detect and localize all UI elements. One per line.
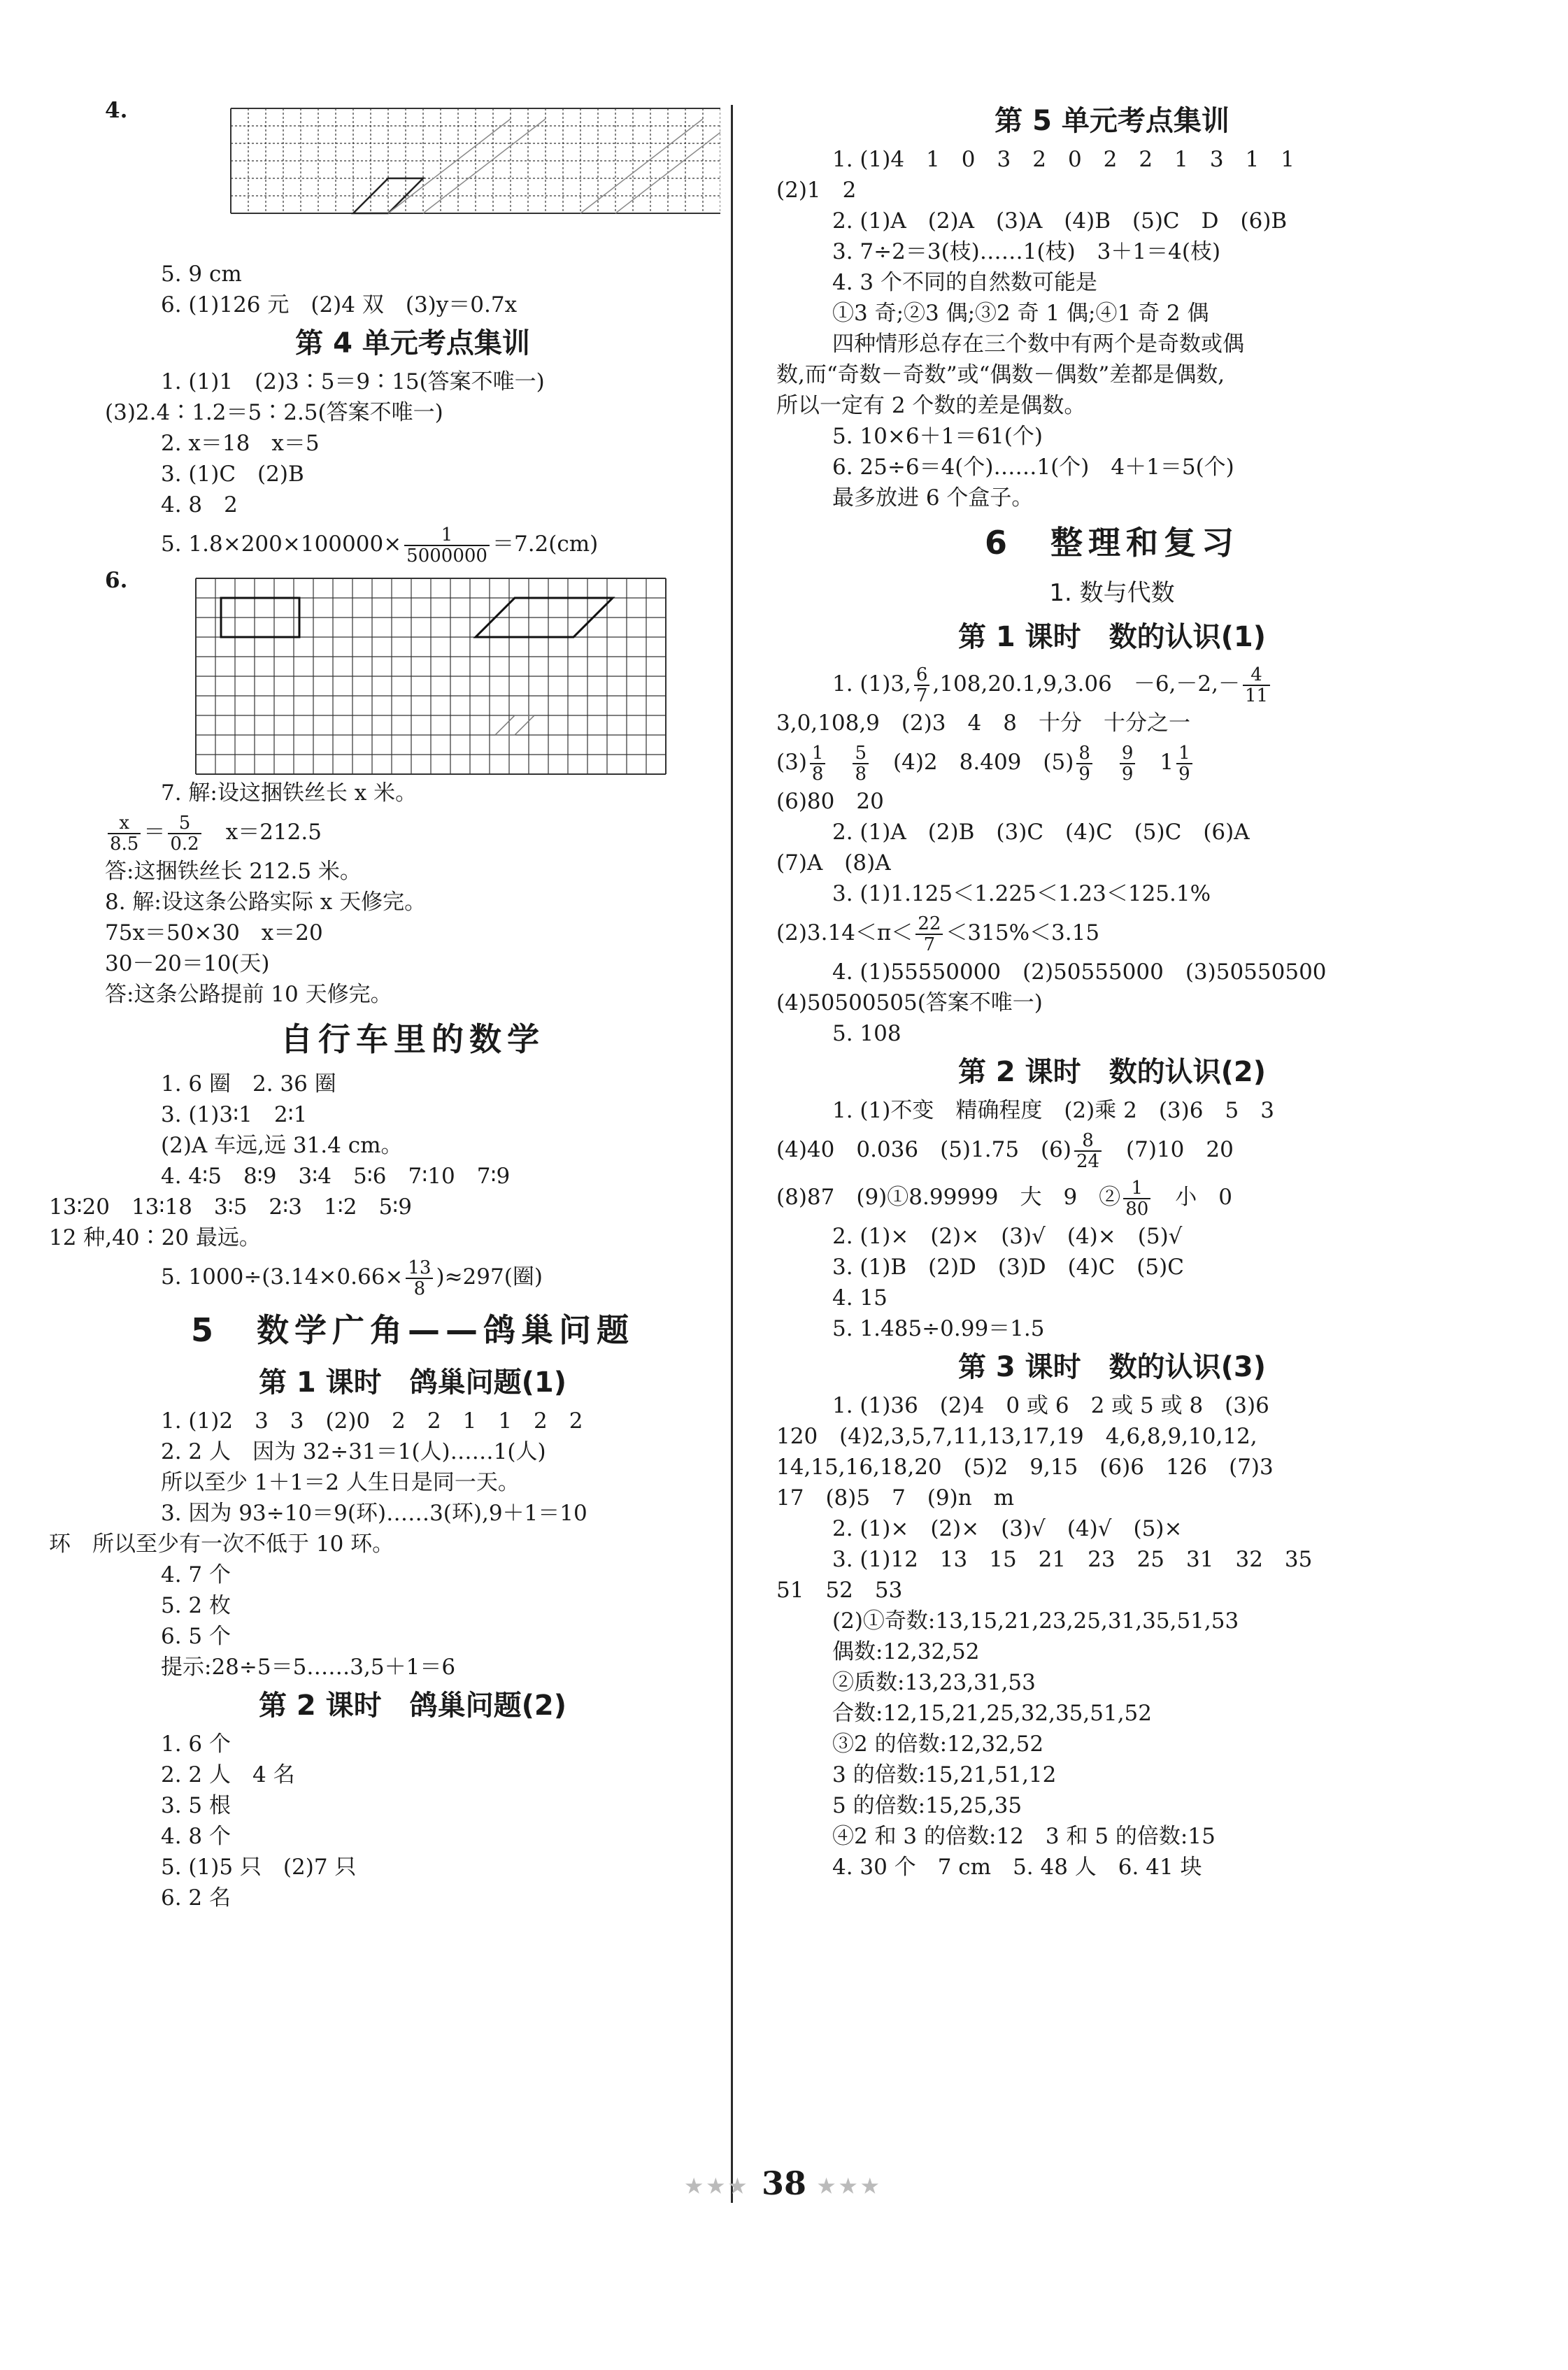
denominator: 9 [1178,763,1190,785]
text: (3) [776,750,807,775]
denominator: 7 [915,685,928,706]
grid-diagram [105,568,720,778]
answer-line: 5 的倍数:15,25,35 [832,1793,1022,1818]
small-parallelogram-line [495,715,515,735]
denominator: 7 [923,934,936,955]
answer-line: 3 的倍数:15,21,51,12 [832,1762,1057,1787]
guide-line [615,119,720,213]
chapter-title-6: 6 整理和复习 [984,524,1239,562]
denominator: 8.5 [110,833,139,855]
fraction [168,813,201,854]
section-title-bike-math: 自行车里的数学 [280,1020,545,1058]
answer-line: 1. (1)不变 精确程度 (2)乘 2 (3)6 5 3 [832,1098,1274,1123]
answer-line: 数,而“奇数－奇数”或“偶数－偶数”差都是偶数, [776,362,1225,387]
answer-line-fraction [776,660,1448,708]
left-column [49,98,720,1913]
answer-line-fraction [105,1253,720,1301]
answer-line: 2. (1)× (2)× (3)√ (4)√ (5)× [832,1516,1183,1541]
numerator: 4 [1243,665,1270,686]
answer-line: 3. (1)C (2)B [161,462,304,487]
answer-line: 1. 6 个 [161,1732,231,1757]
text: (4)2 8.409 (5) [893,750,1074,775]
fraction [1243,665,1270,706]
page-number: 38 [761,2164,806,2202]
answer-line: ③2 的倍数:12,32,52 [832,1732,1044,1757]
grid-label: 4. [105,98,128,123]
answer-line: ①3 奇;②3 偶;③2 奇 1 偶;④1 奇 2 偶 [832,301,1209,326]
text: 小 0 [1175,1185,1233,1210]
answer-line: 6. 5 个 [161,1624,231,1649]
answer-line: 2. 2 人 4 名 [161,1762,295,1787]
numerator: 9 [1120,743,1136,764]
answer-line: ②质数:13,23,31,53 [832,1670,1036,1695]
answer-line: 3. (1)12 13 15 21 23 25 31 32 35 [832,1547,1313,1572]
guide-line [388,119,511,213]
answer-line: 5. 9 cm [161,262,242,287]
answer-line: 4. 15 [832,1285,888,1311]
answer-line: 4. (1)55550000 (2)50555000 (3)50550500 [832,959,1327,985]
text: ,108,20.1,9,3.06 －6,－2,－ [932,671,1240,697]
answer-line: 3. (1)B (2)D (3)D (4)C (5)C [832,1255,1184,1280]
fraction [810,743,826,784]
answer-line: 4. 30 个 7 cm 5. 48 人 6. 41 块 [832,1855,1202,1880]
answer-line-fraction [105,520,720,568]
text: 5. 1.8×200×100000× [161,531,402,557]
text: 1. (1)3, [832,671,911,697]
text: (2)3.14＜π＜ [776,920,913,945]
answer-line-fraction [105,808,720,856]
fraction [1076,743,1092,784]
answer-line: 4. 3 个不同的自然数可能是 [832,270,1098,295]
answer-line: 所以至少 1＋1＝2 人生日是同一天。 [161,1470,520,1495]
answer-line: (3)2.4∶1.2＝5∶2.5(答案不唯一) [105,400,443,425]
answer-line: 5. 10×6＋1＝61(个) [832,424,1043,449]
numerator: 5 [168,813,201,834]
text: ＝7.2(cm) [492,531,599,557]
answer-line: 12 种,40∶20 最远。 [49,1225,261,1250]
grid-diagram [105,98,720,259]
subsection-title: 1. 数与代数 [1049,579,1175,607]
lesson-title: 第 2 课时 数的认识(2) [957,1056,1267,1088]
numerator: 22 [915,914,943,935]
answer-line: 6. 25÷6＝4(个)……1(个) 4＋1＝5(个) [832,455,1234,480]
fraction [404,525,490,566]
text: ＜315%＜3.15 [946,920,1100,945]
guide-line [423,119,546,213]
answer-line: 75x＝50×30 x＝20 [105,920,323,945]
column-divider [731,105,733,2203]
answer-line: 提示:28÷5＝5……3,5＋1＝6 [161,1655,456,1680]
answer-line: 5. 108 [832,1021,901,1046]
answer-line: 1. (1)1 (2)3∶5＝9∶15(答案不唯一) [161,369,545,394]
answer-line: 所以一定有 2 个数的差是偶数。 [776,393,1086,418]
answer-line: 3,0,108,9 (2)3 4 8 十分 十分之一 [776,711,1190,736]
numerator: 13 [406,1258,433,1279]
answer-line: 合数:12,15,21,25,32,35,51,52 [832,1701,1152,1726]
numerator: 8 [1074,1131,1102,1152]
answer-line: 答:这条公路提前 10 天修完。 [105,982,392,1007]
answer-line: (7)A (8)A [776,850,891,876]
answer-line: 3. 因为 93÷10＝9(环)……3(环),9＋1＝10 [161,1501,587,1526]
answer-line: 2. (1)A (2)B (3)C (4)C (5)C (6)A [832,820,1250,845]
answer-line-fraction [776,1173,1448,1221]
answer-line: 2. (1)A (2)A (3)A (4)B (5)C D (6)B [832,208,1288,234]
answer-line: 51 52 53 [776,1578,903,1603]
fraction [915,914,943,955]
denominator: 11 [1244,685,1269,706]
answer-line: 最多放进 6 个盒子。 [832,485,1034,511]
text: ＝ [143,820,166,845]
text: (4)40 0.036 (5)1.75 (6) [776,1137,1071,1162]
star-decoration-icon: ★★★ [685,2174,750,2198]
lesson-title: 第 3 课时 数的认识(3) [957,1351,1267,1383]
answer-line: 8. 解:设这条公路实际 x 天修完。 [105,890,427,915]
answer-line: 5. (1)5 只 (2)7 只 [161,1855,357,1880]
lesson-title: 第 2 课时 鸽巢问题(2) [258,1690,567,1722]
answer-4-grid-figure [105,98,720,259]
answer-line: 偶数:12,32,52 [832,1639,980,1664]
right-column [776,98,1448,1883]
fraction [1074,1131,1102,1171]
numerator: 8 [1076,743,1092,764]
answer-line: (6)80 20 [776,789,884,814]
fraction [1176,743,1192,784]
text: 5. 1000÷(3.14×0.66× [161,1264,404,1290]
answer-line: 6. (1)126 元 (2)4 双 (3)y＝0.7x [161,292,518,317]
denominator: 8 [811,763,824,785]
fraction [914,665,930,706]
answer-line: (2)1 2 [776,178,857,203]
text: 1 [1160,750,1174,775]
fraction [1120,743,1136,784]
numerator: 1 [1176,743,1192,764]
denominator: 8 [413,1278,426,1299]
answer-line: 4. 7 个 [161,1562,231,1587]
fraction [108,813,141,854]
numerator: 1 [1123,1178,1150,1199]
answer-line: 13∶20 13∶18 3∶5 2∶3 1∶2 5∶9 [49,1194,412,1220]
answer-line: 3. 5 根 [161,1793,231,1818]
answer-line: 5. 1.485÷0.99＝1.5 [832,1316,1045,1341]
answer-line: (4)50500505(答案不唯一) [776,990,1043,1015]
answer-6-grid-figure [105,568,720,778]
answer-line: 2. x＝18 x＝5 [161,431,320,456]
answer-line: 6. 2 名 [161,1885,231,1911]
denominator: 9 [1121,763,1134,785]
denominator: 80 [1125,1198,1149,1220]
numerator: 1 [404,525,490,546]
answer-line: (2)①奇数:13,15,21,23,25,31,35,51,53 [832,1608,1239,1634]
answer-line: 3. 7÷2＝3(枝)……1(枝) 3＋1＝4(枝) [832,239,1221,264]
answer-line: 4. 8 个 [161,1824,231,1849]
answer-line: 17 (8)5 7 (9)n m [776,1485,1015,1511]
denominator: 8 [855,763,867,785]
numerator: 1 [810,743,826,764]
answer-line: 环 所以至少有一次不低于 10 环。 [49,1532,394,1557]
answer-line: 5. 2 枚 [161,1593,231,1618]
chapter-title-5: 5 数学广角——鸽巢问题 [190,1311,634,1349]
text: (7)10 20 [1126,1137,1234,1162]
answer-line: 1. (1)2 3 3 (2)0 2 2 1 1 2 2 [161,1408,583,1434]
answer-line: 120 (4)2,3,5,7,11,13,17,19 4,6,8,9,10,12, [776,1424,1257,1449]
answer-line: 2. (1)× (2)× (3)√ (4)× (5)√ [832,1224,1183,1249]
answer-line: 1. (1)4 1 0 3 2 0 2 2 1 3 1 1 [832,147,1295,172]
answer-line: 答:这捆铁丝长 212.5 米。 [105,859,362,884]
text: x＝212.5 [225,820,322,845]
small-parallelogram-line [515,715,534,735]
answer-line: 4. 8 2 [161,492,238,517]
text: )≈297(圈) [436,1264,543,1290]
answer-line-fraction [776,909,1448,957]
fraction [1123,1178,1150,1219]
answer-line: 2. 2 人 因为 32÷31＝1(人)……1(人) [161,1439,546,1464]
text: (8)87 (9)①8.99999 大 9 ② [776,1185,1121,1210]
denominator: 5000000 [406,545,487,566]
numerator: x [108,813,141,834]
fraction [406,1258,433,1299]
section-title-unit4: 第 4 单元考点集训 [295,327,530,359]
guide-line [580,119,703,213]
answer-line: 1. (1)36 (2)4 0 或 6 2 或 5 或 8 (3)6 [832,1393,1269,1418]
grid-label: 6. [105,568,128,593]
answer-line: 30－20＝10(天) [105,951,270,976]
answer-line: 四种情形总存在三个数中有两个是奇数或偶 [832,331,1244,357]
answer-line-fraction [776,738,1448,786]
numerator: 5 [853,743,869,764]
denominator: 9 [1078,763,1090,785]
answer-line-fraction [776,1126,1448,1173]
answer-line: 7. 解:设这捆铁丝长 x 米。 [161,780,418,806]
answer-line: 4. 4∶5 8∶9 3∶4 5∶6 7∶10 7∶9 [161,1164,511,1189]
star-decoration-icon: ★★★ [818,2174,883,2198]
section-title-unit5: 第 5 单元考点集训 [995,105,1230,137]
lesson-title: 第 1 课时 数的认识(1) [957,621,1267,653]
answer-line: 14,15,16,18,20 (5)2 9,15 (6)6 126 (7)3 [776,1455,1274,1480]
numerator: 6 [914,665,930,686]
answer-line: (2)A 车远,远 31.4 cm。 [161,1133,403,1158]
answer-line: ④2 和 3 的倍数:12 3 和 5 的倍数:15 [832,1824,1216,1849]
page-footer [0,2164,1568,2202]
answer-line: 1. 6 圈 2. 36 圈 [161,1071,336,1097]
answer-line: 3. (1)1.125＜1.225＜1.23＜125.1% [832,881,1211,906]
fraction [853,743,869,784]
denominator: 24 [1076,1150,1100,1172]
lesson-title: 第 1 课时 鸽巢问题(1) [258,1366,567,1399]
answer-line: 3. (1)3∶1 2∶1 [161,1102,308,1127]
denominator: 0.2 [170,833,199,855]
